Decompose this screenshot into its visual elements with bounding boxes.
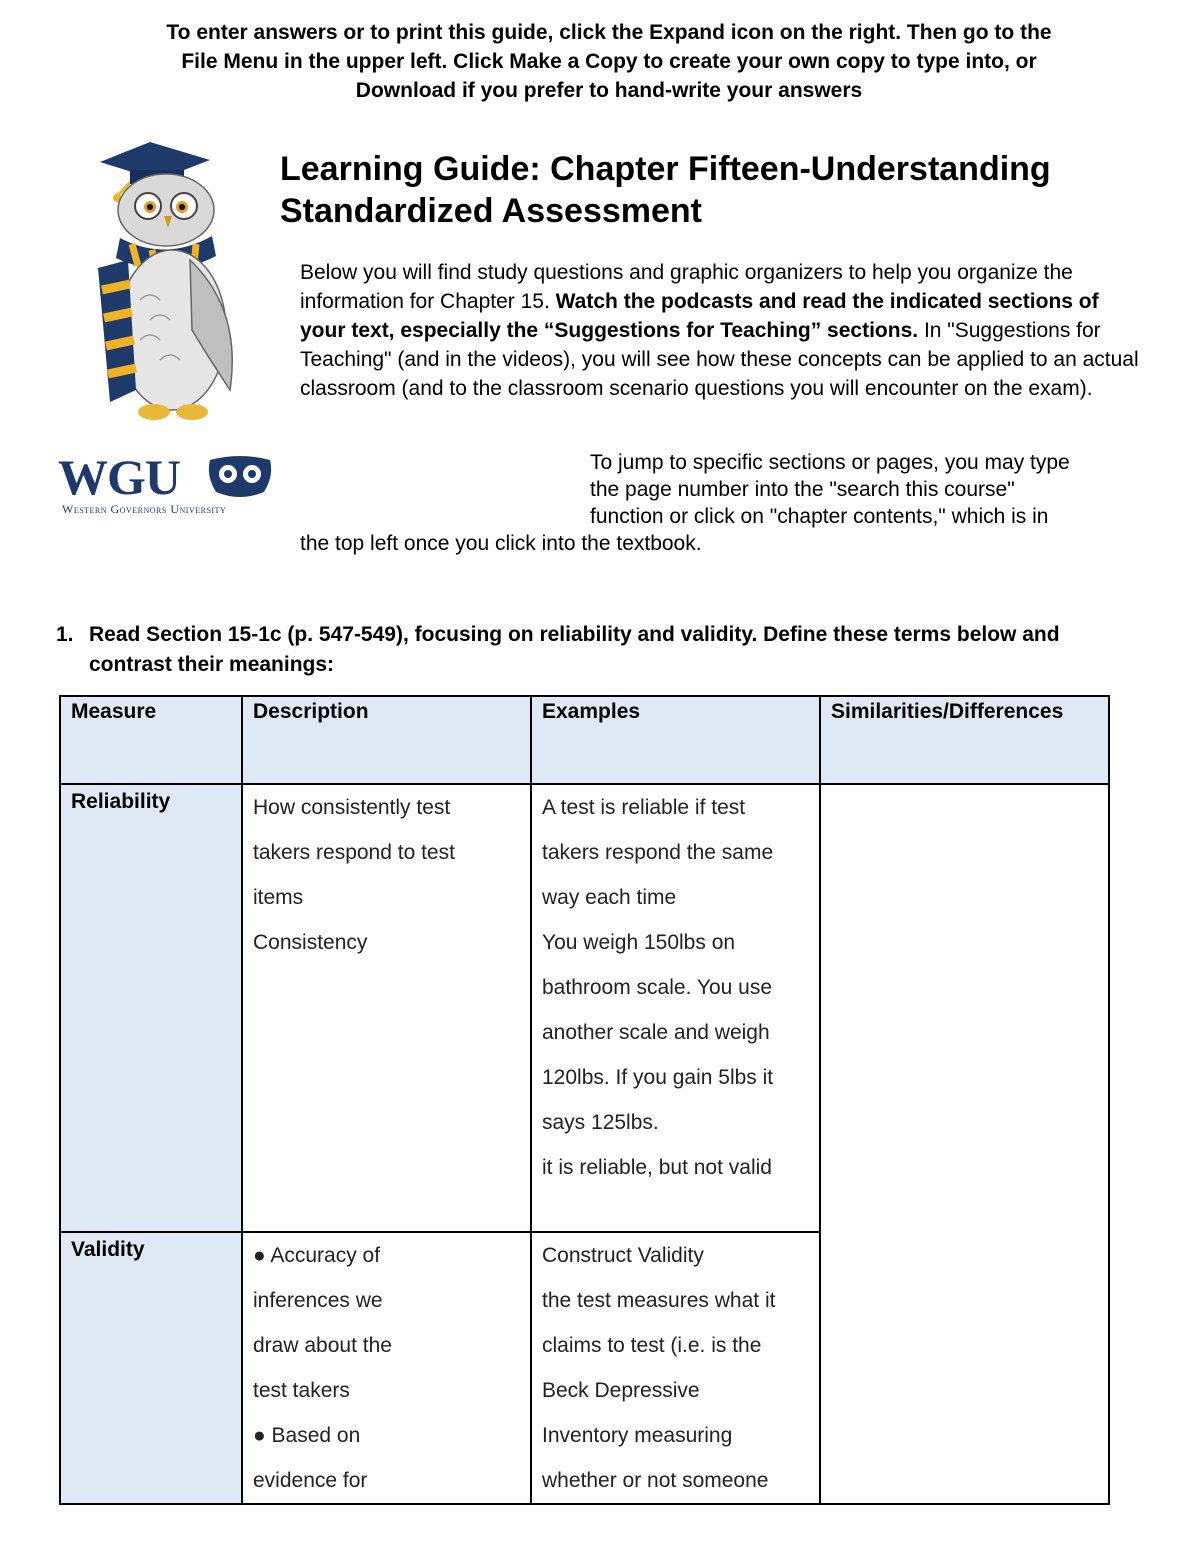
header-measure: Measure — [60, 696, 242, 784]
description-validity[interactable] — [242, 1232, 531, 1504]
text-line: way each time — [542, 886, 677, 909]
question-text: Read Section 15-1c (p. 547-549), focusing on reliability and validity. Define these terms below and contrast their meanings: — [89, 623, 1060, 676]
text-line: another scale and weigh — [542, 1021, 770, 1044]
description-reliability[interactable] — [242, 784, 531, 1232]
banner-line-2: File Menu in the upper left. Click Make a Copy to create your own copy to type into, or — [181, 50, 1037, 73]
owl-face-icon — [209, 456, 271, 497]
text-line: ● Accuracy of — [253, 1244, 381, 1267]
intro-text-1: Below you will find study questions and graphic organizers to help you organize the information for Chapter 15. — [300, 261, 1073, 313]
text-line: the test measures what it — [542, 1289, 776, 1312]
table-row-reliability — [60, 784, 1109, 1232]
banner-line-3: Download if you prefer to hand-write your answers — [355, 79, 863, 102]
question-number: 1. — [56, 623, 74, 646]
text-line: claims to test (i.e. is the — [542, 1334, 762, 1357]
text-line: draw about the — [253, 1334, 392, 1357]
text-line: bathroom scale. You use — [542, 976, 772, 999]
examples-reliability[interactable] — [531, 784, 820, 1232]
text-line: it is reliable, but not valid — [542, 1156, 772, 1179]
wgu-subtitle: Western Governors University — [62, 502, 227, 516]
page-title — [280, 148, 1160, 232]
text-line: A test is reliable if test — [542, 796, 746, 819]
text-line: 120lbs. If you gain 5lbs it — [542, 1066, 774, 1089]
reliability-validity-table — [59, 695, 1110, 1505]
text-line: How consistently test — [253, 796, 451, 819]
header-description: Description — [242, 696, 531, 784]
text-line: says 125lbs. — [542, 1111, 659, 1134]
owl-mascot-image — [80, 140, 260, 430]
text-line: Consistency — [253, 931, 368, 954]
text-line: whether or not someone — [542, 1469, 769, 1492]
text-line: You weigh 150lbs on — [542, 931, 736, 954]
jump-line-3: function or click on "chapter contents," which is in — [590, 505, 1049, 528]
text-line: items — [253, 886, 304, 909]
text-line: Construct Validity — [542, 1244, 704, 1267]
text-line: takers respond the same — [542, 841, 774, 864]
title-line-1: Learning Guide: Chapter Fifteen-Understanding — [280, 150, 1051, 188]
table-header-row — [60, 696, 1109, 784]
jump-line-1: To jump to specific sections or pages, you may type — [590, 451, 1070, 474]
wgu-wordmark: WGU — [58, 449, 180, 505]
measure-reliability: Reliability — [60, 784, 242, 1232]
text-line: Inventory measuring — [542, 1424, 733, 1447]
jump-instructions — [300, 449, 1140, 557]
similarities-differences-cell[interactable] — [820, 784, 1109, 1504]
intro-bold-text: Watch the podcasts and read the indicated sections of your text, especially the “Suggestions for Teaching” sections. — [300, 290, 1099, 342]
question-1 — [56, 620, 1146, 680]
wgu-logo — [58, 449, 280, 522]
text-line: inferences we — [253, 1289, 383, 1312]
header-similarities: Similarities/Differences — [820, 696, 1109, 784]
text-line: ● Based on — [253, 1424, 361, 1447]
intro-text-2: In "Suggestions for Teaching" (and in the videos), you will see how these concepts can be applied to an actual classroom (and to the classroom scenario questions you will encounter on the exam). — [300, 319, 1139, 400]
jump-line-2: the page number into the "search this course" — [590, 478, 1015, 501]
text-line: Beck Depressive — [542, 1379, 700, 1402]
examples-validity[interactable] — [531, 1232, 820, 1504]
text-line: test takers — [253, 1379, 350, 1402]
intro-paragraph — [300, 258, 1140, 403]
banner-line-1: To enter answers or to print this guide, click the Expand icon on the right. Then go to the — [166, 21, 1052, 44]
jump-line-4: the top left once you click into the textbook. — [300, 532, 702, 555]
text-line: evidence for — [253, 1469, 368, 1492]
measure-validity: Validity — [60, 1232, 242, 1504]
instructions-banner — [60, 18, 1158, 105]
header-examples: Examples — [531, 696, 820, 784]
title-line-2: Standardized Assessment — [280, 192, 702, 230]
text-line: takers respond to test — [253, 841, 455, 864]
